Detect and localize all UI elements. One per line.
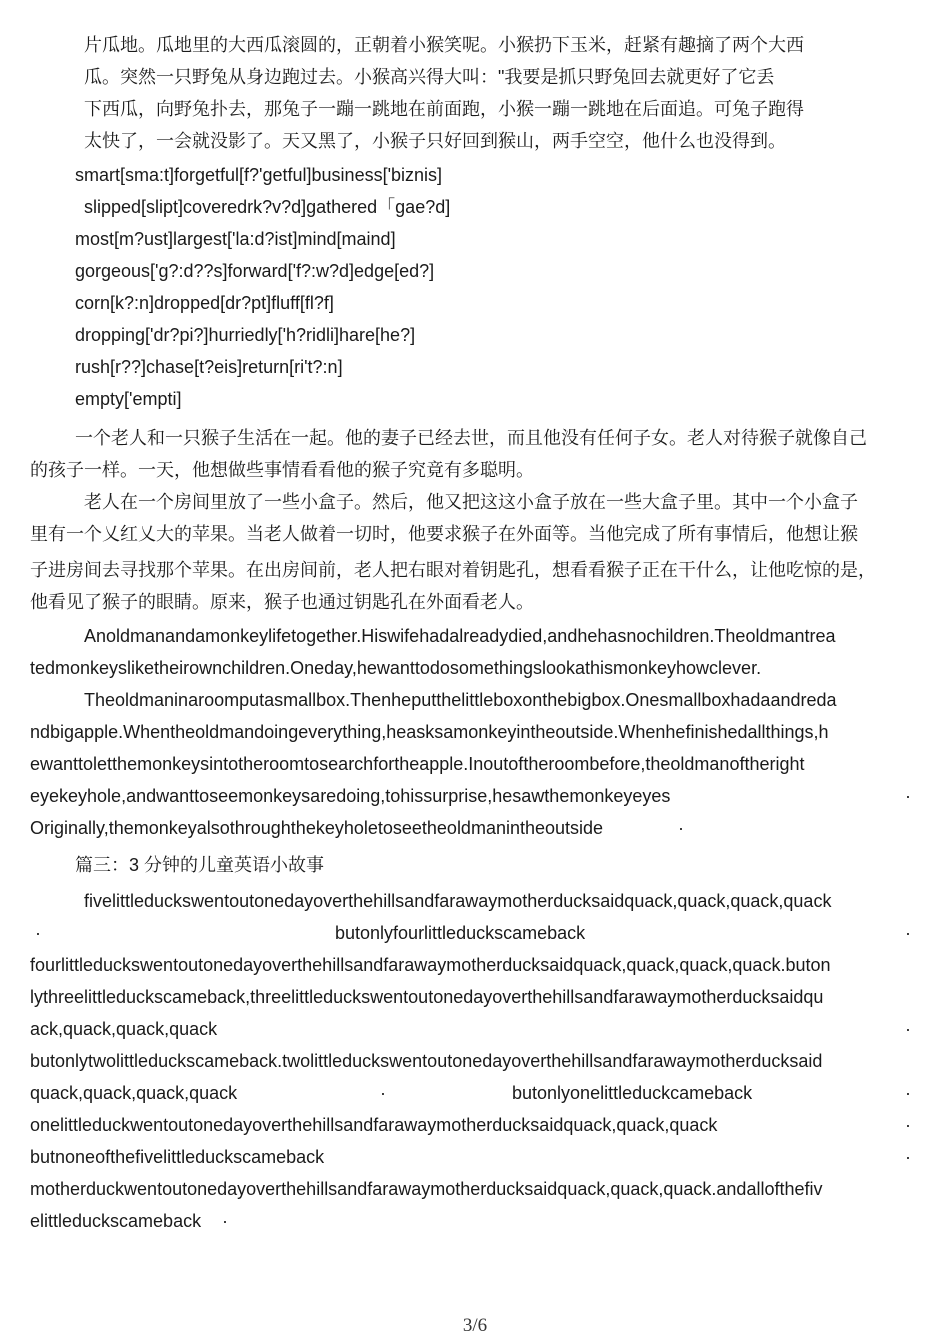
paragraph-line: fourlittleduckswentoutonedayoverthehillsandfarawaymotherducksaidquack,quack,quack,quack.buton xyxy=(30,955,831,975)
paragraph-line: 子进房间去寻找那个苹果。在出房间前，老人把右眼对着钥匙孔，想看看猴子正在干什么，让他吃惊的是， xyxy=(30,560,876,580)
paragraph-line: fivelittleduckswentoutonedayoverthehillsandfarawaymotherducksaidquack,quack,quack,quack xyxy=(84,891,832,911)
paragraph-line: tedmonkeysliketheirownchildren.Oneday,hewanttodosomethingslookathismonkeyhowclever. xyxy=(30,658,762,678)
paragraph-line: 老人在一个房间里放了一些小盒子。然后，他又把这这小盒子放在一些大盒子里。其中一个小盒子 xyxy=(84,492,858,512)
section-heading: 篇三：3 分钟的儿童英语小故事 xyxy=(75,855,325,875)
paragraph-line: Originally,themonkeyalsothroughthekeyholetoseetheoldmanintheoutside xyxy=(30,818,604,838)
page-number: 3/6 xyxy=(462,1315,488,1336)
paragraph-line: ack,quack,quack,quack xyxy=(30,1019,218,1039)
paragraph-line: eyekeyhole,andwanttoseemonkeysaredoing,tohissurprise,hesawthemonkeyeyes xyxy=(30,786,671,806)
paragraph-line: butonlytwolittleduckscameback.twolittleduckswentoutonedayoverthehillsandfarawaymotherducksaid xyxy=(30,1051,823,1071)
vocabulary-line: smart[sma:t]forgetful[f?'getful]business['biznis] xyxy=(75,165,443,185)
vocabulary-line: slipped[slipt]coveredrk?v?d]gathered「gae?d] xyxy=(84,197,451,217)
paragraph-line: elittleduckscameback xyxy=(30,1211,202,1231)
vocabulary-line: most[m?ust]largest['la:d?ist]mind[maind] xyxy=(75,229,396,249)
separator-dot: · xyxy=(905,786,911,806)
paragraph-line: 里有一个乂红乂大的苹果。当老人做着一切时，他要求猴子在外面等。当他完成了所有事情后，他想让猴 xyxy=(30,524,858,544)
separator-dot: · xyxy=(905,1083,911,1103)
vocabulary-line: corn[k?:n]dropped[dr?pt]fluff[fl?f] xyxy=(75,293,334,313)
paragraph-line: ndbigapple.Whentheoldmandoingeverything,heasksamonkeyintheoutside.Whenhefinishedallthings,h xyxy=(30,722,829,742)
separator-dot: · xyxy=(905,1019,911,1039)
separator-dot: · xyxy=(905,1115,911,1135)
paragraph-line: 的孩子一样。一天，他想做些事情看看他的猴子究竟有多聪明。 xyxy=(30,460,534,480)
paragraph-line: Theoldmaninaroomputasmallbox.Thenheputthelittleboxonthebigbox.Onesmallboxhadaandreda xyxy=(84,690,837,710)
story-line: 下西瓜，向野兔扑去，那兔子一蹦一跳地在前面跑，小猴一蹦一跳地在后面追。可兔子跑得 xyxy=(84,99,804,119)
vocabulary-line: dropping['dr?pi?]hurriedly['h?ridli]hare[he?] xyxy=(75,325,416,345)
separator-dot: · xyxy=(905,1147,911,1167)
paragraph-line: 一个老人和一只猴子生活在一起。他的妻子已经去世，而且他没有任何子女。老人对待猴子就像自己 xyxy=(75,428,867,448)
paragraph-line: Anoldmanandamonkeylifetogether.Hiswifehadalreadydied,andhehasnochildren.Theoldmantrea xyxy=(84,626,836,646)
paragraph-line: motherduckwentoutonedayoverthehillsandfarawaymotherducksaidquack,quack,quack.andallofthefiv xyxy=(30,1179,823,1199)
story-line: 瓜。突然一只野兔从身边跑过去。小猴高兴得大叫："我要是抓只野兔回去就更好了它丢 xyxy=(84,67,775,87)
paragraph-line: butonlyonelittleduckcameback xyxy=(512,1083,753,1103)
paragraph-line: quack,quack,quack,quack xyxy=(30,1083,238,1103)
separator-dot: · xyxy=(35,923,41,943)
vocabulary-line: empty['empti] xyxy=(75,389,182,409)
paragraph-line: 他看见了猴子的眼睛。原来，猴子也通过钥匙孔在外面看老人。 xyxy=(30,592,534,612)
separator-dot: · xyxy=(905,923,911,943)
story-line: 片瓜地。瓜地里的大西瓜滚圆的，正朝着小猴笑呢。小猴扔下玉米，赶紧有趣摘了两个大西 xyxy=(84,35,804,55)
paragraph-line: butnoneofthefivelittleduckscameback xyxy=(30,1147,325,1167)
separator-dot: · xyxy=(380,1083,386,1103)
separator-dot: · xyxy=(678,818,684,838)
paragraph-line: onelittleduckwentoutonedayoverthehillsandfarawaymotherducksaidquack,quack,quack xyxy=(30,1115,718,1135)
paragraph-line: butonlyfourlittleduckscameback xyxy=(335,923,586,943)
paragraph-line: ewanttoletthemonkeysintotheroomtosearchfortheapple.Inoutoftheroombefore,theoldmanoftheright xyxy=(30,754,805,774)
vocabulary-line: rush[r??]chase[t?eis]return[ri't?:n] xyxy=(75,357,343,377)
separator-dot: · xyxy=(222,1211,228,1231)
vocabulary-line: gorgeous['g?:d??s]forward['f?:w?d]edge[ed?] xyxy=(75,261,435,281)
story-line: 太快了，一会就没影了。天又黑了，小猴子只好回到猴山，两手空空，他什么也没得到。 xyxy=(84,131,786,151)
paragraph-line: lythreelittleduckscameback,threelittleduckswentoutonedayoverthehillsandfarawaymotherducksaidqu xyxy=(30,987,824,1007)
